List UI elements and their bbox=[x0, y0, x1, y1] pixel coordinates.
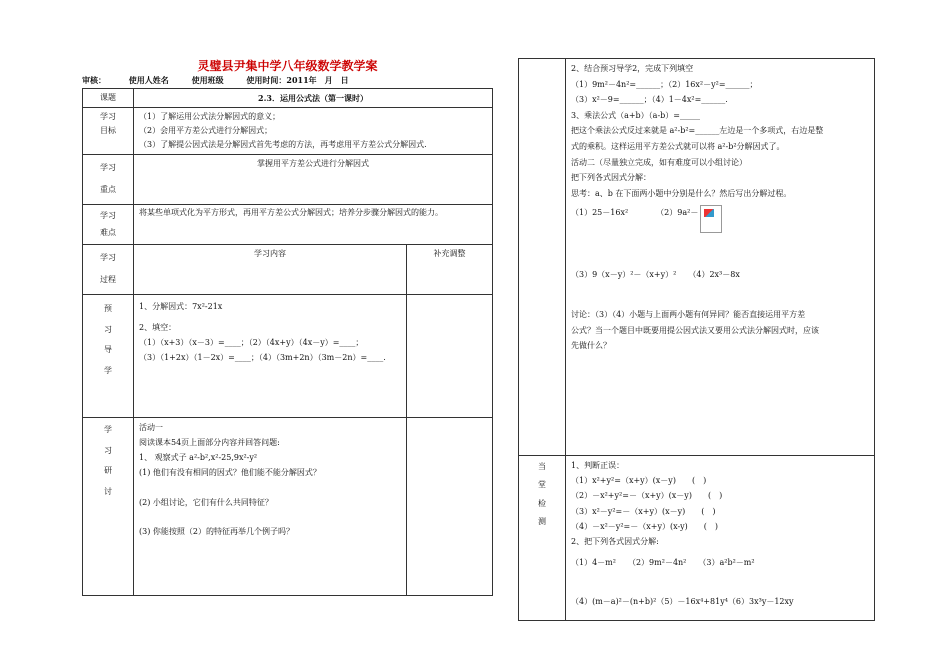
goal-label-line: 目标 bbox=[100, 126, 116, 135]
right-study-item: 思考：a、b 在下面两小题中分别是什么？然后写出分解过程。 bbox=[571, 188, 792, 198]
preview-label bbox=[83, 294, 134, 417]
preview-row bbox=[83, 294, 493, 417]
study-item: (3) 你能按照（2）的特征再举几个例子吗？ bbox=[139, 526, 294, 536]
right-study-item: 活动二（尽量独立完成，如有难度可以小组讨论） bbox=[571, 157, 747, 167]
meta-use-time: 使用时间：2011年 月 日 bbox=[246, 75, 349, 85]
study-label-char: 习 bbox=[104, 445, 112, 455]
check-item: （2）－x²+y²=－（x+y）(x－y) ( ) bbox=[571, 491, 723, 501]
goal-content bbox=[134, 108, 493, 155]
focus-label-line: 学习 bbox=[100, 163, 116, 172]
exercise-text: （1）25－16x² （2）9a²－ bbox=[571, 208, 699, 218]
difficulty-row bbox=[83, 204, 493, 244]
goal-item: （3）了解提公因式法是分解因式首先考虑的方法，再考虑用平方差公式分解因式. bbox=[139, 140, 427, 149]
difficulty-label-line: 学习 bbox=[100, 210, 116, 220]
focus-label bbox=[83, 155, 134, 205]
topic-row bbox=[83, 89, 493, 108]
goal-label-line: 学习 bbox=[100, 112, 116, 121]
right-study-item: （3）9（x－y）²－（x+y）² （4）2x³－8x bbox=[571, 270, 740, 280]
check-item: 1、判断正误： bbox=[571, 461, 625, 470]
focus-label-line: 重点 bbox=[100, 185, 116, 195]
process-header-row bbox=[83, 244, 493, 294]
meta-user-class: 使用班级 bbox=[191, 75, 224, 85]
right-study-row bbox=[519, 59, 875, 456]
process-label-line: 学习 bbox=[100, 252, 116, 262]
check-item: （4）(m－a)²－(n+b)²（5）－16x⁴+81y⁴（6）3x³y－12xy bbox=[571, 597, 794, 607]
study-item: (2) 小组讨论，它们有什么共同特征？ bbox=[139, 497, 273, 507]
preview-item: （1）（x+3）（x－3）=____；（2）（4x+y）（4x－y）=____； bbox=[139, 338, 364, 348]
right-study-item: （3）x²－9=______；（4）1－4x²=______. bbox=[571, 95, 728, 105]
goal-item: （2）会用平方差公式进行分解因式； bbox=[139, 126, 273, 135]
check-item: （4）－x²－y²=－（x+y）(x-y) ( ) bbox=[571, 521, 719, 531]
right-study-item: 讨论：（3）（4）小题与上面两小题有何异同？能否直接运用平方差 bbox=[571, 309, 806, 319]
preview-label-char: 导 bbox=[104, 345, 112, 355]
study-label-char: 学 bbox=[104, 424, 112, 434]
right-study-item: 先做什么？ bbox=[571, 341, 611, 351]
check-label-char: 测 bbox=[538, 517, 546, 527]
preview-label-char: 学 bbox=[104, 366, 112, 376]
check-item: 2、把下列各式因式分解: bbox=[571, 536, 659, 546]
right-study-content bbox=[566, 59, 875, 456]
preview-item: 1、分解因式：7x²-21x bbox=[139, 301, 223, 311]
right-study-label bbox=[519, 59, 566, 456]
right-study-item: 2、结合预习导学2，完成下列填空 bbox=[571, 64, 694, 73]
preview-content bbox=[134, 294, 407, 417]
page-title: 灵璧县尹集中学八年级数学教学案 bbox=[197, 59, 378, 73]
content-header: 学习内容 bbox=[134, 244, 407, 294]
preview-label-char: 习 bbox=[104, 324, 112, 334]
right-study-item: 把下列各式因式分解： bbox=[571, 173, 651, 183]
meta-line bbox=[82, 75, 492, 86]
meta-user-name: 使用人姓名 bbox=[128, 75, 169, 85]
right-lesson-table bbox=[518, 58, 875, 621]
broken-image-icon bbox=[700, 205, 722, 233]
right-study-item: 3、乘法公式（a+b）（a-b）=_____ bbox=[571, 110, 700, 120]
study-item: 活动一 bbox=[139, 422, 163, 432]
study-item: (1) 他们有没有相同的因式？他们能不能分解因式？ bbox=[139, 468, 321, 478]
study-content bbox=[134, 417, 407, 595]
check-content bbox=[566, 456, 875, 621]
process-label-line: 过程 bbox=[100, 275, 116, 285]
study-item: 1、 观察式子 a²-b²,x²-25,9x²-y² bbox=[139, 453, 258, 463]
process-label bbox=[83, 244, 134, 294]
study-label-char: 讨 bbox=[104, 487, 112, 497]
supplement-header: 补充调整 bbox=[407, 244, 493, 294]
study-label-char: 研 bbox=[104, 466, 112, 476]
right-study-item: 把这个乘法公式反过来就是 a²-b²=______左边是一个多项式，右边是整 bbox=[571, 126, 824, 136]
check-item: （3）x²－y²=－（x+y）(x－y) ( ) bbox=[571, 506, 716, 516]
goal-label bbox=[83, 108, 134, 155]
right-study-item bbox=[571, 205, 869, 233]
difficulty-label-line: 难点 bbox=[100, 228, 116, 238]
check-label-char: 检 bbox=[538, 498, 546, 508]
right-study-item: （1）9m²－4n²=______；（2）16x²－y²=______； bbox=[571, 79, 758, 89]
preview-label-char: 预 bbox=[104, 303, 112, 313]
study-label bbox=[83, 417, 134, 595]
preview-item: （3）（1+2x）（1－2x）=____；（4）（3m+2n）（3m－2n）=____. bbox=[139, 353, 386, 363]
check-row bbox=[519, 456, 875, 621]
goal-row bbox=[83, 108, 493, 155]
topic-text: 2.3．运用公式法（第一课时） bbox=[134, 89, 493, 108]
preview-supplement bbox=[407, 294, 493, 417]
difficulty-text: 将某些单项式化为平方形式，再用平方差公式分解因式；培养分步骤分解因式的能力。 bbox=[134, 204, 493, 244]
preview-item: 2、填空： bbox=[139, 322, 177, 332]
difficulty-label bbox=[83, 204, 134, 244]
goal-item: （1）了解运用公式法分解因式的意义； bbox=[139, 112, 281, 121]
study-row bbox=[83, 417, 493, 595]
meta-review: 审核： bbox=[82, 75, 106, 85]
focus-text: 掌握用平方差公式进行分解因式 bbox=[134, 155, 493, 205]
study-supplement bbox=[407, 417, 493, 595]
check-item: （1）4－m² （2）9m²－4n² （3）a²b²－m² bbox=[571, 558, 755, 568]
check-label-char: 当 bbox=[538, 462, 546, 471]
focus-row bbox=[83, 155, 493, 205]
topic-label: 课题 bbox=[83, 89, 134, 108]
right-study-item: 式的乘积。这样运用平方差公式就可以将 a²-b²分解因式了。 bbox=[571, 141, 785, 151]
check-label bbox=[519, 456, 566, 621]
check-label-char: 堂 bbox=[538, 480, 546, 490]
study-item: 阅读课本54页上面部分内容并回答问题: bbox=[139, 437, 280, 447]
left-lesson-table bbox=[82, 88, 493, 596]
right-study-item: 公式？当一个题目中既要用提公因式法又要用公式法分解因式时，应该 bbox=[571, 325, 819, 335]
check-item: （1）x²+y²=（x+y）(x－y) ( ) bbox=[571, 476, 707, 486]
